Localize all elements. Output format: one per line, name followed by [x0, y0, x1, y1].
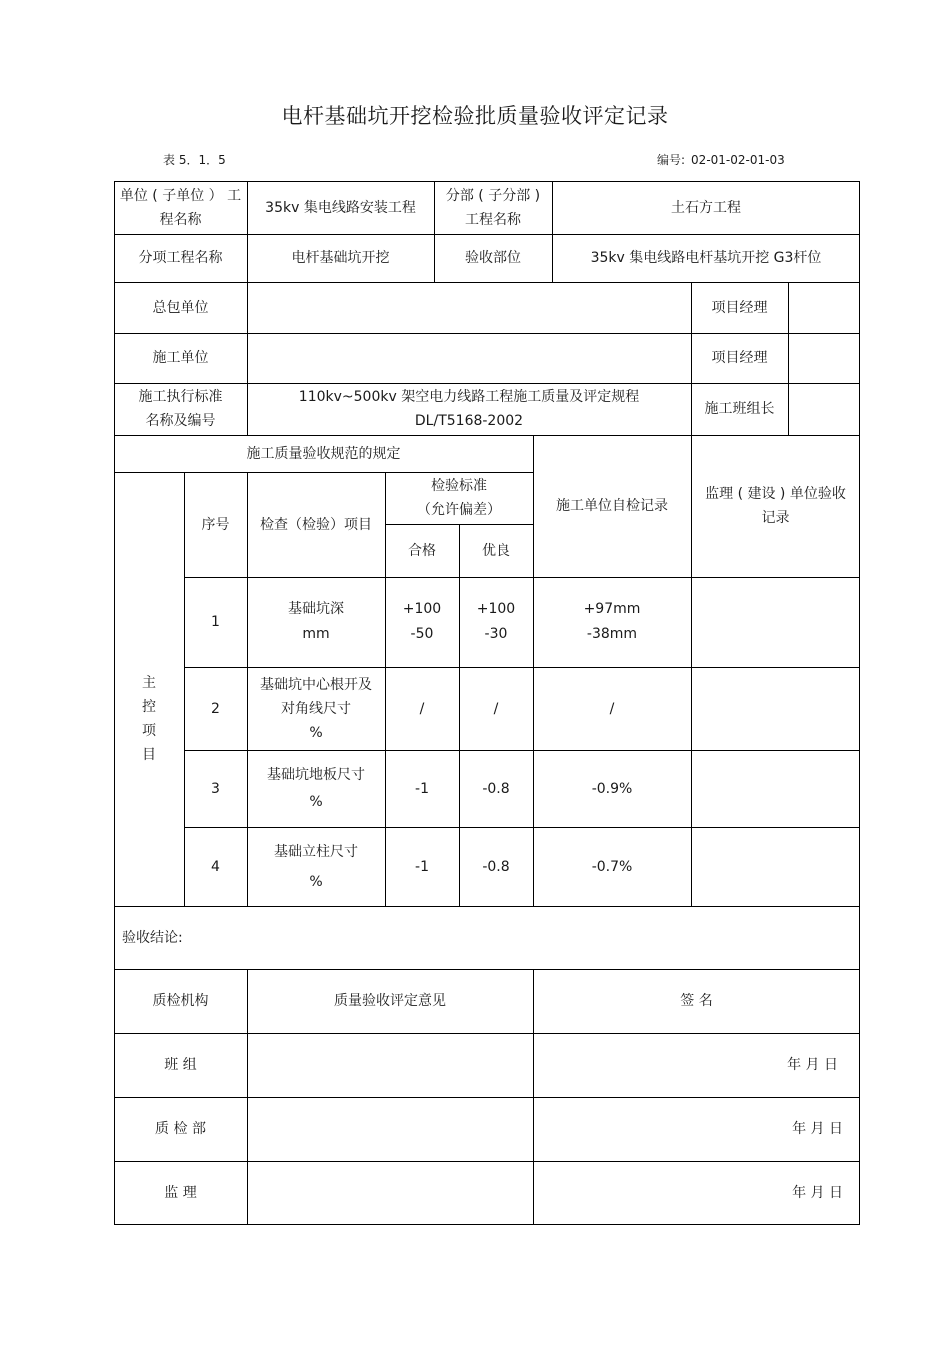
supervisor-header: 监理 ( 建设 ) 单位验收 记录 [705, 486, 846, 526]
sequence-cell: 2 [211, 700, 220, 717]
subdivision-label: 分部 ( 子分部 ) 工程名称 [445, 187, 541, 228]
team-opinion-field[interactable] [247, 1033, 533, 1097]
signature-header: 签 名 [680, 993, 713, 1009]
self-check-cell: -0.7% [591, 858, 633, 875]
item-label: 分项工程名称 [138, 250, 223, 266]
excellent-cell: -0.8 [482, 780, 510, 797]
check-item-cell: 基础坑地板尺寸 % [267, 766, 365, 810]
inspection-part-label: 验收部位 [465, 250, 521, 266]
supervision-row-label: 监 理 [164, 1185, 197, 1201]
sequence-cell: 1 [211, 614, 220, 630]
qc-dept-date: 年 月 日 [792, 1121, 843, 1137]
project-manager-label: 项目经理 [711, 350, 768, 366]
qualified-header: 合格 [408, 542, 436, 559]
general-contractor-value[interactable] [247, 282, 691, 333]
excellent-header: 优良 [482, 542, 510, 559]
self-check-header: 施工单位自检记录 [556, 498, 668, 514]
qualified-cell: -1 [415, 858, 429, 875]
qualified-cell: -1 [415, 780, 429, 797]
project-manager-value[interactable] [788, 282, 860, 333]
standard-value: 110kv~500kv 架空电力线路工程施工质量及评定规程 DL/T5168-2002 [298, 389, 640, 429]
excellent-cell: +100 -30 [476, 601, 516, 642]
qc-dept-row-label: 质 检 部 [155, 1121, 206, 1137]
standard-label: 施工执行标准 名称及编号 [138, 389, 223, 429]
page-title: 电杆基础坑开挖检验批质量验收评定记录 [281, 104, 669, 128]
supervisor-cell[interactable] [691, 577, 860, 667]
main-control-group-label: 主 控 项 目 [142, 675, 156, 763]
supervisor-cell[interactable] [691, 827, 860, 906]
qualified-cell: +100 -50 [402, 601, 442, 642]
serial-value: 02-01-02-01-03 [691, 153, 785, 167]
serial-number [657, 151, 785, 168]
inspection-part-value: 35kv 集电线路电杆基坑开挖 G3杆位 [590, 250, 822, 266]
item-value: 电杆基础坑开挖 [291, 250, 390, 266]
opinion-header: 质量验收评定意见 [334, 993, 446, 1009]
self-check-cell: +97mm -38mm [583, 601, 641, 642]
conclusion-label: 验收结论: [122, 929, 183, 946]
standard-tolerance-header: 检验标准 （允许偏差） [417, 478, 501, 518]
inspection-org-header: 质检机构 [152, 993, 209, 1009]
qc-dept-opinion-field[interactable] [247, 1097, 533, 1161]
builder-label: 施工单位 [152, 350, 209, 366]
subdivision-value: 土石方工程 [671, 199, 741, 216]
sequence-cell: 3 [211, 780, 220, 797]
team-leader-label: 施工班组长 [704, 401, 775, 417]
supervisor-cell[interactable] [691, 750, 860, 827]
spec-header: 施工质量验收规范的规定 [246, 445, 401, 462]
serial-label: 编号: [657, 153, 686, 167]
unit-label: 单位 ( 子单位 ） 工 程名称 [119, 187, 242, 228]
check-item-cell: 基础立柱尺寸 % [274, 843, 358, 890]
table-number: 表 5．1．5 [163, 153, 226, 167]
check-item-header: 检查（检验）项目 [260, 516, 372, 533]
qualified-cell: / [419, 700, 425, 717]
team-leader-value[interactable] [788, 383, 860, 435]
project-manager-label: 项目经理 [711, 299, 768, 316]
unit-value: 35kv 集电线路安装工程 [265, 199, 416, 216]
project-manager-value[interactable] [788, 333, 860, 383]
sequence-header: 序号 [201, 516, 230, 533]
supervisor-cell[interactable] [691, 667, 860, 750]
excellent-cell: -0.8 [482, 858, 510, 875]
sequence-cell: 4 [211, 858, 220, 875]
check-item-cell: 基础坑中心根开及 对角线尺寸 % [260, 676, 372, 741]
team-row-label: 班 组 [164, 1057, 197, 1073]
self-check-cell: -0.9% [591, 780, 633, 797]
general-contractor-label: 总包单位 [152, 299, 209, 316]
self-check-cell: / [609, 700, 615, 717]
supervision-date: 年 月 日 [792, 1185, 843, 1201]
supervision-opinion-field[interactable] [247, 1161, 533, 1225]
team-date: 年 月 日 [787, 1057, 838, 1073]
builder-value[interactable] [247, 333, 691, 383]
check-item-cell: 基础坑深 mm [288, 601, 344, 642]
inspection-record-table [114, 181, 860, 1225]
excellent-cell: / [493, 700, 499, 717]
